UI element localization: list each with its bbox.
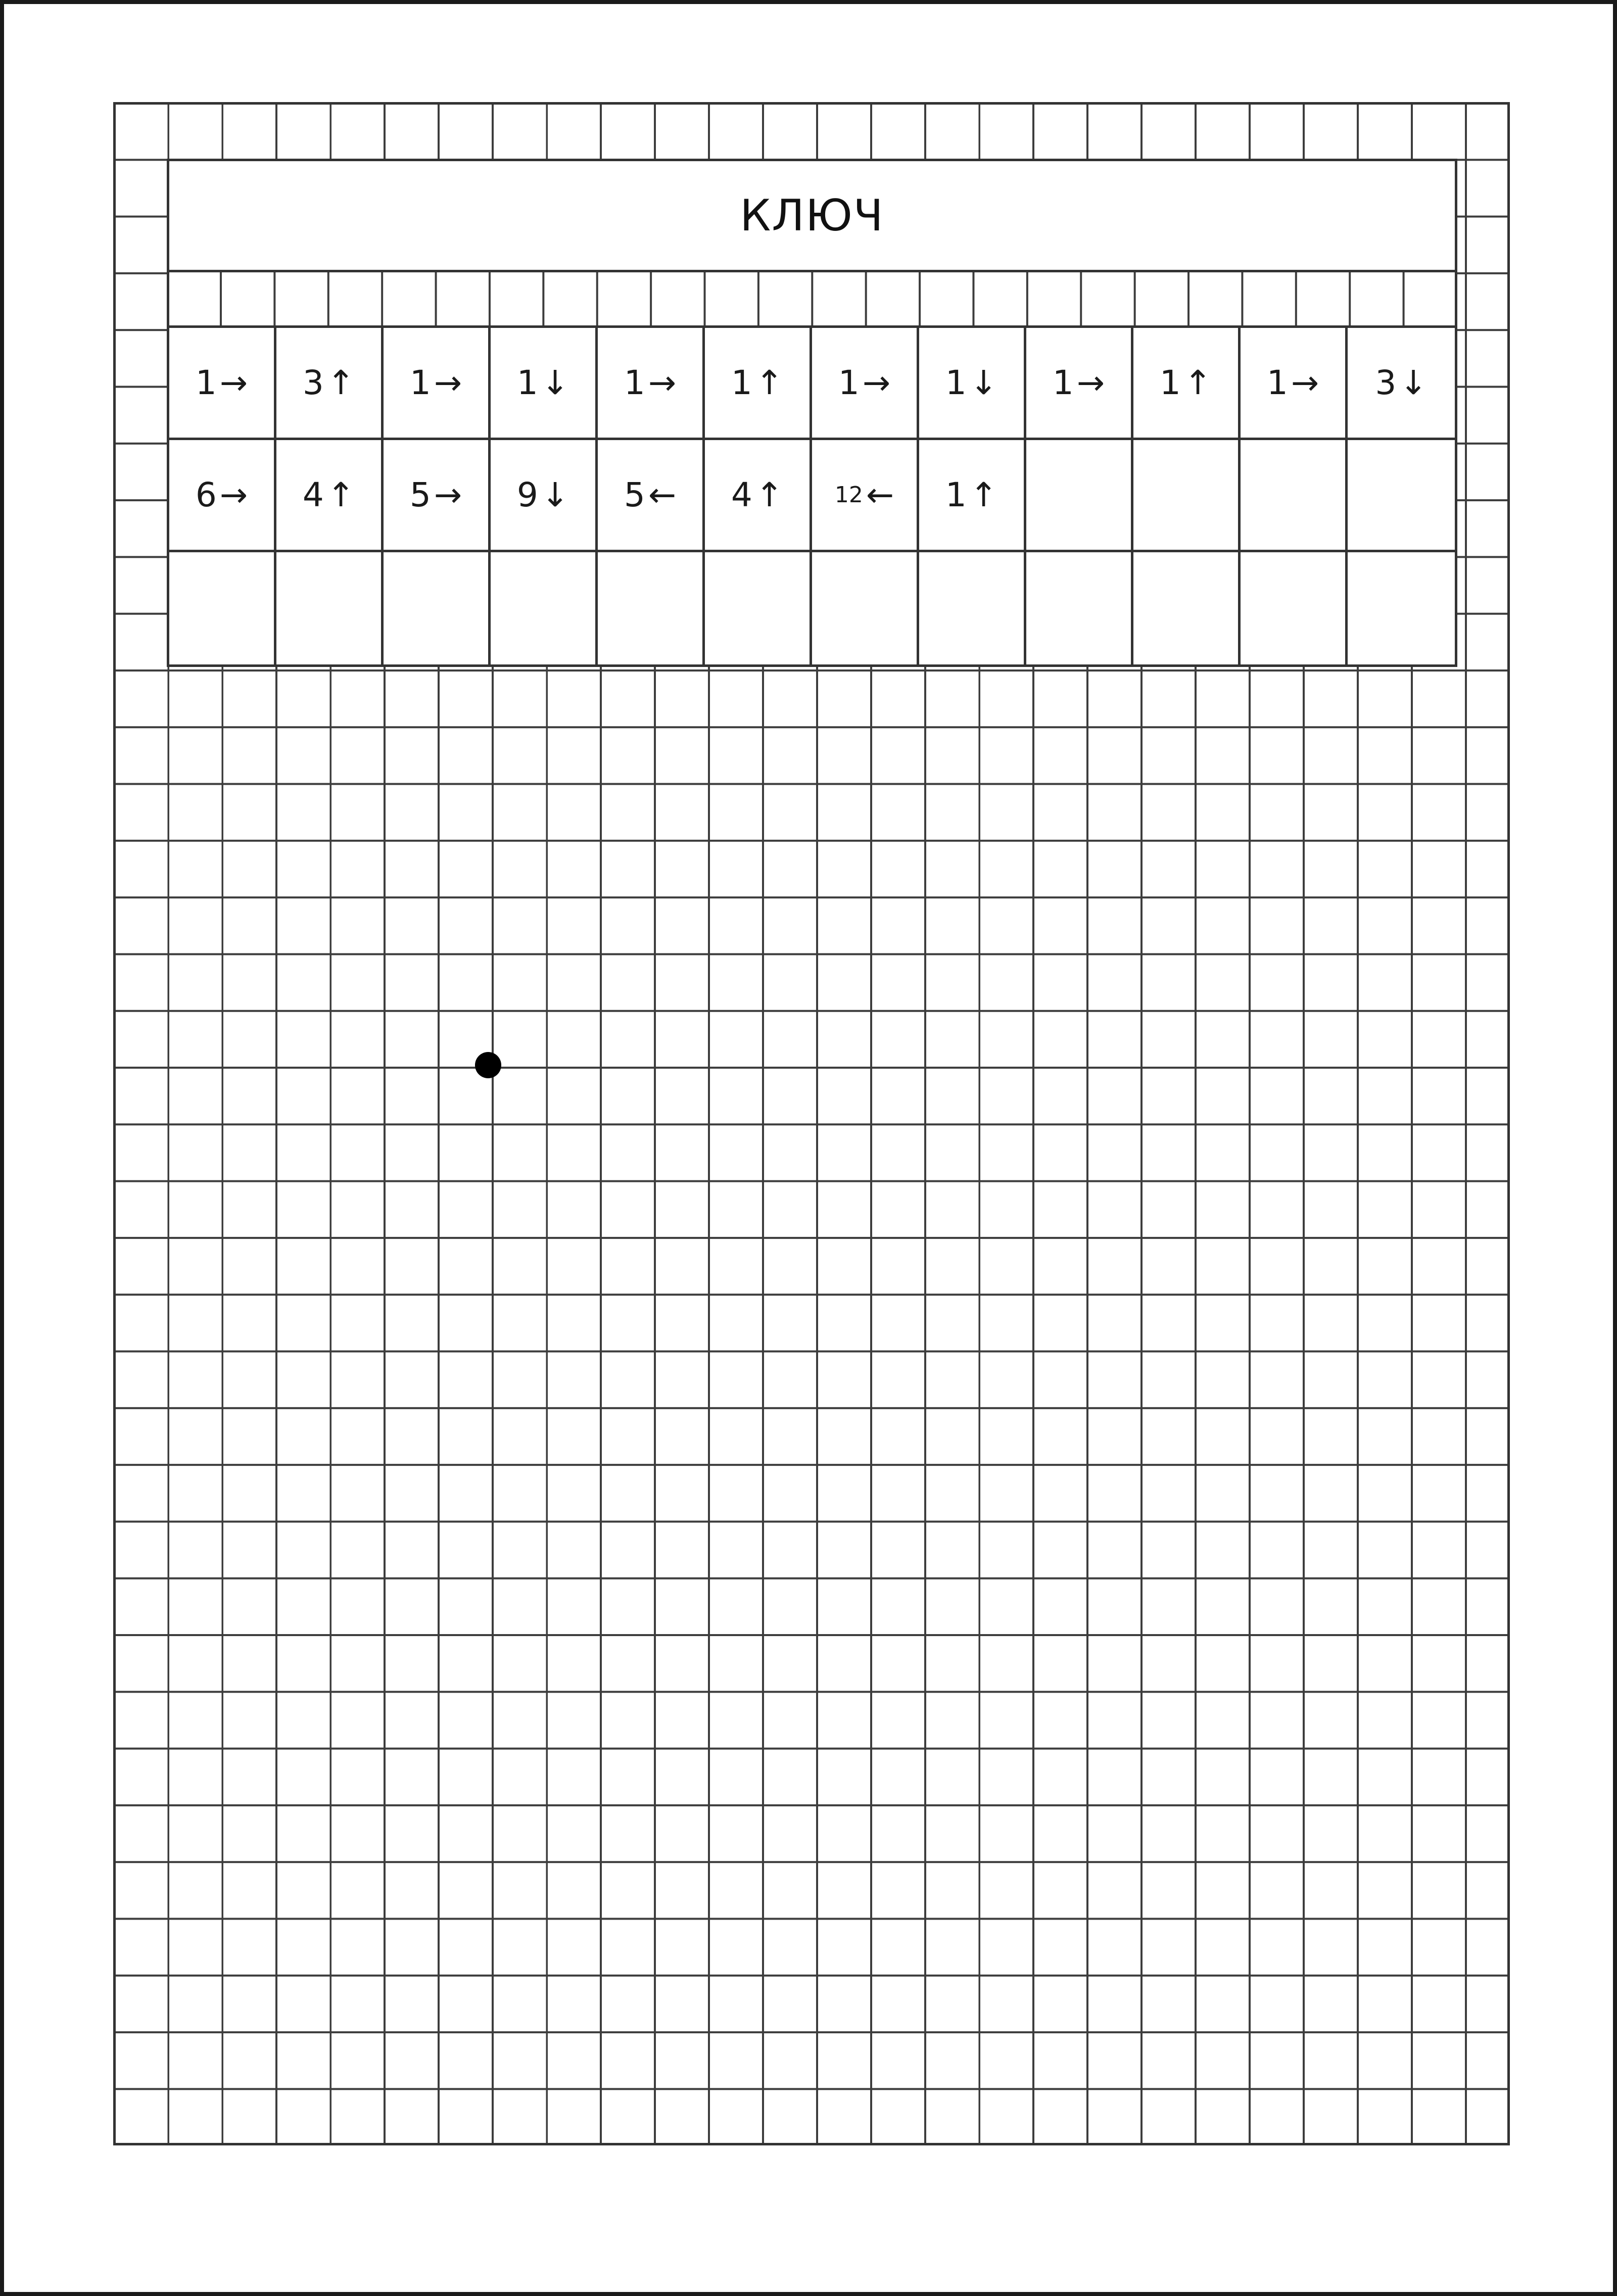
direction-arrow-icon: → [1076, 363, 1105, 402]
step-count: 5 [409, 475, 431, 514]
step-count: 5 [624, 475, 645, 514]
key-cell [812, 328, 919, 440]
direction-arrow-icon: → [434, 363, 462, 402]
key-panel [167, 159, 1457, 667]
key-cell [384, 328, 491, 440]
key-cell [919, 440, 1026, 552]
step-count: 1 [1266, 363, 1288, 402]
key-cell [491, 440, 598, 552]
key-cell [1348, 328, 1455, 440]
key-cell [491, 552, 598, 664]
direction-arrow-icon: → [434, 475, 462, 514]
key-cell [812, 440, 919, 552]
key-cell [169, 552, 276, 664]
key-cell [1026, 328, 1133, 440]
step-count: 1 [624, 363, 645, 402]
step-count: 3 [302, 363, 324, 402]
key-cell [598, 328, 705, 440]
key-cell [276, 328, 384, 440]
step-count: 1 [945, 363, 967, 402]
step-count: 1 [195, 363, 217, 402]
step-count: 12 [834, 482, 863, 508]
key-title: КЛЮЧ [740, 190, 884, 241]
step-count: 1 [516, 363, 538, 402]
step-count: 1 [838, 363, 860, 402]
key-cell [276, 552, 384, 664]
key-cell [384, 440, 491, 552]
key-instructions-table [169, 328, 1455, 664]
direction-arrow-icon: → [862, 363, 891, 402]
step-count: 1 [945, 475, 967, 514]
direction-arrow-icon: ↑ [326, 363, 355, 402]
step-count: 4 [731, 475, 752, 514]
step-count: 3 [1375, 363, 1397, 402]
direction-arrow-icon: ↑ [1183, 363, 1212, 402]
direction-arrow-icon: → [1291, 363, 1319, 402]
direction-arrow-icon: → [219, 475, 248, 514]
key-title-box [169, 161, 1455, 272]
direction-arrow-icon: ↑ [755, 475, 784, 514]
step-count: 1 [409, 363, 431, 402]
key-cell [1241, 328, 1348, 440]
direction-arrow-icon: ↑ [326, 475, 355, 514]
key-cell [1133, 440, 1241, 552]
step-count: 9 [516, 475, 538, 514]
direction-arrow-icon: ↑ [969, 475, 998, 514]
direction-arrow-icon: ↓ [969, 363, 998, 402]
direction-arrow-icon: ↓ [541, 475, 569, 514]
key-cell [919, 328, 1026, 440]
key-cell [1133, 328, 1241, 440]
start-point-dot [475, 1052, 501, 1078]
key-cell [169, 328, 276, 440]
key-cell [598, 552, 705, 664]
key-cell [705, 440, 812, 552]
key-cell [598, 440, 705, 552]
key-cell [1133, 552, 1241, 664]
key-cell [1241, 440, 1348, 552]
key-cell [491, 328, 598, 440]
direction-arrow-icon: ← [866, 475, 894, 514]
key-cell [812, 552, 919, 664]
direction-arrow-icon: ↓ [541, 363, 569, 402]
key-cell [919, 552, 1026, 664]
key-spacer-row [169, 272, 1455, 328]
key-cell [1026, 440, 1133, 552]
key-cell [1241, 552, 1348, 664]
direction-arrow-icon: ↓ [1399, 363, 1428, 402]
step-count: 1 [731, 363, 752, 402]
key-cell [705, 552, 812, 664]
key-cell [384, 552, 491, 664]
step-count: 1 [1159, 363, 1181, 402]
step-count: 6 [195, 475, 217, 514]
key-cell [276, 440, 384, 552]
direction-arrow-icon: ← [648, 475, 677, 514]
direction-arrow-icon: ↑ [755, 363, 784, 402]
key-cell [705, 328, 812, 440]
step-count: 4 [302, 475, 324, 514]
direction-arrow-icon: → [648, 363, 677, 402]
key-cell [1348, 440, 1455, 552]
direction-arrow-icon: → [219, 363, 248, 402]
step-count: 1 [1052, 363, 1074, 402]
key-cell [1026, 552, 1133, 664]
key-cell [169, 440, 276, 552]
key-cell [1348, 552, 1455, 664]
